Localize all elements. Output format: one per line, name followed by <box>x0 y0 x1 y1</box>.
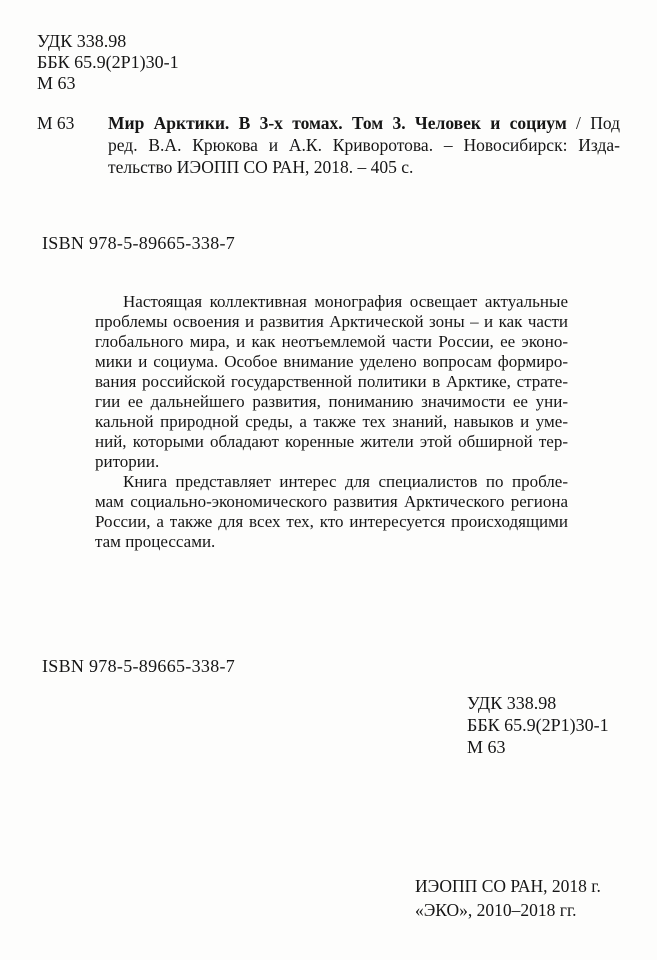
annotation-line: мам социально-экономического развития Арктического региона <box>95 492 568 511</box>
annotation-line: Книга представляет интерес для специалистов по пробле- <box>123 472 568 491</box>
author-sign-label: М 63 <box>37 113 75 133</box>
annotation-line: Настоящая коллективная монография освещает актуальные <box>123 292 568 311</box>
annotation-line: мики и социума. Особое внимание уделено вопросам формиро- <box>95 352 568 371</box>
annotation-line: России, а также для всех тех, кто интересуется происходящими <box>95 512 568 531</box>
isbn-top: ISBN 978-5-89665-338-7 <box>42 233 236 253</box>
annotation-paragraph-2 <box>95 472 568 552</box>
annotation-paragraph-1 <box>95 292 568 472</box>
udk-code-bottom: УДК 338.98 <box>467 693 557 713</box>
top-classification-codes <box>37 31 179 94</box>
book-title: Мир Арктики. В 3-х томах. Том 3. Человек и социум <box>108 113 567 133</box>
isbn-bottom: ISBN 978-5-89665-338-7 <box>42 656 236 676</box>
bbk-code-bottom: ББК 65.9(2Р1)30-1 <box>467 715 609 735</box>
udk-code: УДК 338.98 <box>37 31 127 51</box>
bibliographic-record <box>108 112 620 178</box>
annotation-line: ний, которыми обладают коренные жители этой обширной тер- <box>95 432 568 451</box>
author-sign-code: М 63 <box>37 73 76 93</box>
bbk-code: ББК 65.9(2Р1)30-1 <box>37 52 179 72</box>
catalog-card <box>37 112 620 178</box>
annotation-line: гии ее дальнейшего развития, пониманию значимости ее уни- <box>95 392 568 411</box>
imprint-journal-line: «ЭКО», 2010–2018 гг. <box>415 900 577 920</box>
publisher-imprint <box>415 874 601 922</box>
author-sign-code-bottom: М 63 <box>467 737 506 757</box>
bottom-classification-codes <box>467 692 609 758</box>
citation-line-2: ред. В.А. Крюкова и А.К. Криворотова. – Новосибирск: Изда- <box>108 135 620 155</box>
annotation-line: кальной природной среды, а также тех знаний, навыков и уме- <box>95 412 568 431</box>
annotation-line: вания российской государственной политики в Арктике, страте- <box>95 372 568 391</box>
annotation-line: проблемы освоения и развития Арктической зоны – и как части <box>95 312 568 331</box>
annotation-line: ритории. <box>95 452 160 471</box>
citation-line-1 <box>108 112 620 134</box>
citation-line-3: тельство ИЭОПП СО РАН, 2018. – 405 с. <box>108 157 414 177</box>
annotation-line: глобального мира, и как неотъемлемой части России, ее эконо- <box>95 332 568 351</box>
citation-line-1-rest: / Под <box>566 113 620 133</box>
annotation <box>95 292 568 552</box>
annotation-line: там процессами. <box>95 532 216 551</box>
imprint-publisher-line: ИЭОПП СО РАН, 2018 г. <box>415 876 601 896</box>
